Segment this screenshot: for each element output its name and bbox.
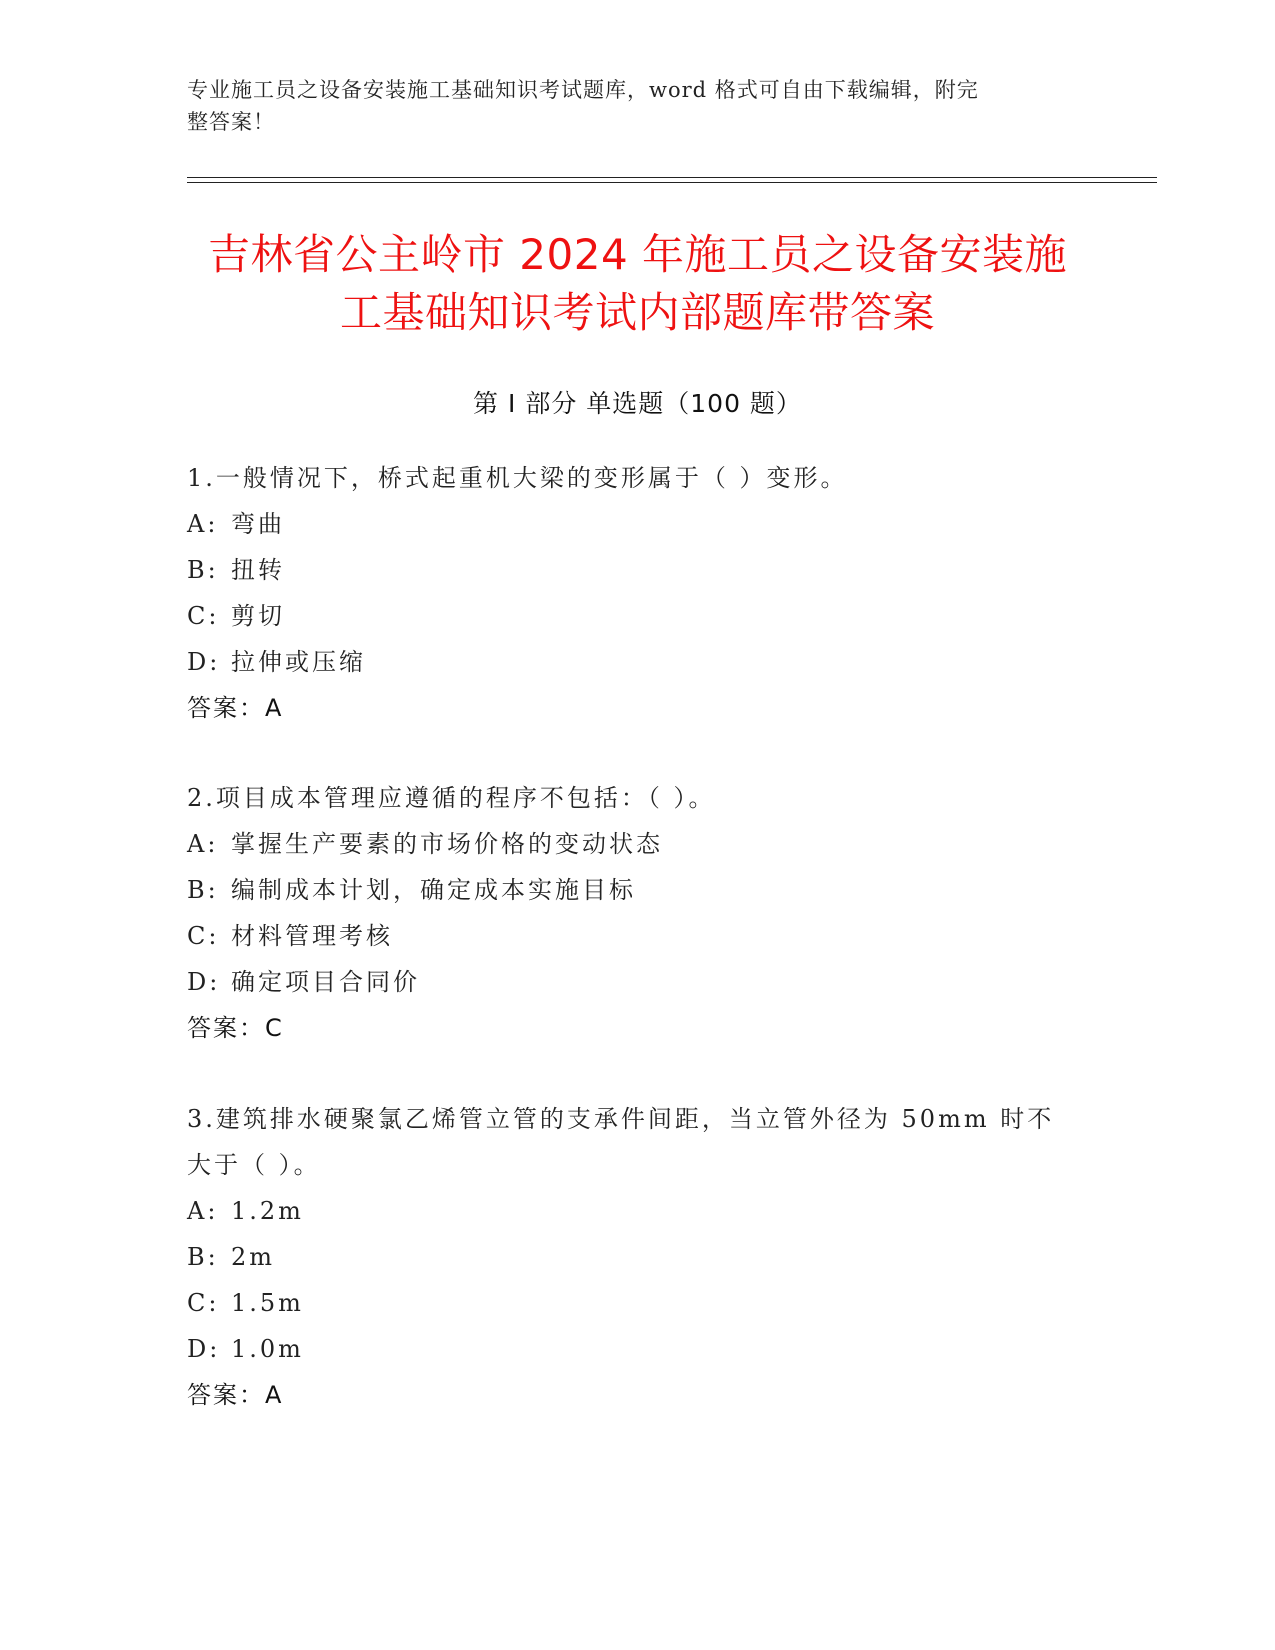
- document-title-line: 工基础知识考试内部题库带答案: [339, 288, 935, 337]
- option-key: A:: [187, 830, 219, 858]
- header-divider-top: [187, 177, 1157, 178]
- option-text: 确定项目合同价: [231, 968, 420, 996]
- option-b: [187, 547, 1087, 593]
- option-c: [187, 1280, 1087, 1326]
- option-text: 材料管理考核: [231, 922, 393, 950]
- option-key: D:: [187, 648, 221, 676]
- option-key: C:: [187, 922, 220, 950]
- option-key: D:: [187, 1335, 221, 1363]
- question-3: [187, 1096, 1087, 1418]
- header-divider-bottom: [187, 182, 1157, 183]
- option-text: 掌握生产要素的市场价格的变动状态: [231, 830, 663, 858]
- option-key: B:: [187, 1243, 219, 1271]
- question-stem: 1.一般情况下，桥式起重机大梁的变形属于（ ）变形。: [187, 464, 848, 492]
- option-key: C:: [187, 602, 220, 630]
- question-stem: 3.建筑排水硬聚氯乙烯管立管的支承件间距，当立管外径为 50mm 时不: [187, 1105, 1055, 1133]
- option-a: [187, 1188, 1087, 1234]
- option-b: [187, 1234, 1087, 1280]
- option-text: 剪切: [231, 602, 285, 630]
- option-c: [187, 593, 1087, 639]
- option-text: 拉伸或压缩: [231, 648, 366, 676]
- answer-line: 答案：A: [187, 1381, 284, 1409]
- section-heading: 第 I 部分 单选题（100 题）: [473, 389, 802, 418]
- option-c: [187, 913, 1087, 959]
- option-a: [187, 501, 1087, 547]
- option-text: 扭转: [231, 556, 285, 584]
- answer-line: 答案：C: [187, 1014, 284, 1042]
- question-1: [187, 455, 1087, 731]
- option-text: 1.5m: [231, 1289, 304, 1317]
- option-text: 编制成本计划，确定成本实施目标: [231, 876, 636, 904]
- header-note-line: 整答案！: [187, 110, 275, 134]
- option-a: [187, 821, 1087, 867]
- question-2: [187, 775, 1087, 1051]
- option-b: [187, 867, 1087, 913]
- header-note: [187, 74, 1087, 138]
- answer-line: 答案：A: [187, 694, 284, 722]
- question-stem-continued: 大于（ ）。: [187, 1151, 321, 1179]
- option-key: B:: [187, 876, 219, 904]
- option-d: [187, 959, 1087, 1005]
- document-title: [120, 226, 1155, 342]
- option-key: A:: [187, 1197, 219, 1225]
- option-text: 1.0m: [231, 1335, 304, 1363]
- header-note-line: 专业施工员之设备安装施工基础知识考试题库，word 格式可自由下载编辑，附完: [187, 78, 979, 102]
- option-key: A:: [187, 510, 219, 538]
- question-stem: 2.项目成本管理应遵循的程序不包括：（ ）。: [187, 784, 716, 812]
- option-d: [187, 1326, 1087, 1372]
- option-text: 1.2m: [231, 1197, 304, 1225]
- option-key: C:: [187, 1289, 220, 1317]
- option-key: B:: [187, 556, 219, 584]
- option-key: D:: [187, 968, 221, 996]
- document-title-line: 吉林省公主岭市 2024 年施工员之设备安装施: [207, 230, 1068, 279]
- option-d: [187, 639, 1087, 685]
- option-text: 2m: [231, 1243, 276, 1271]
- option-text: 弯曲: [231, 510, 285, 538]
